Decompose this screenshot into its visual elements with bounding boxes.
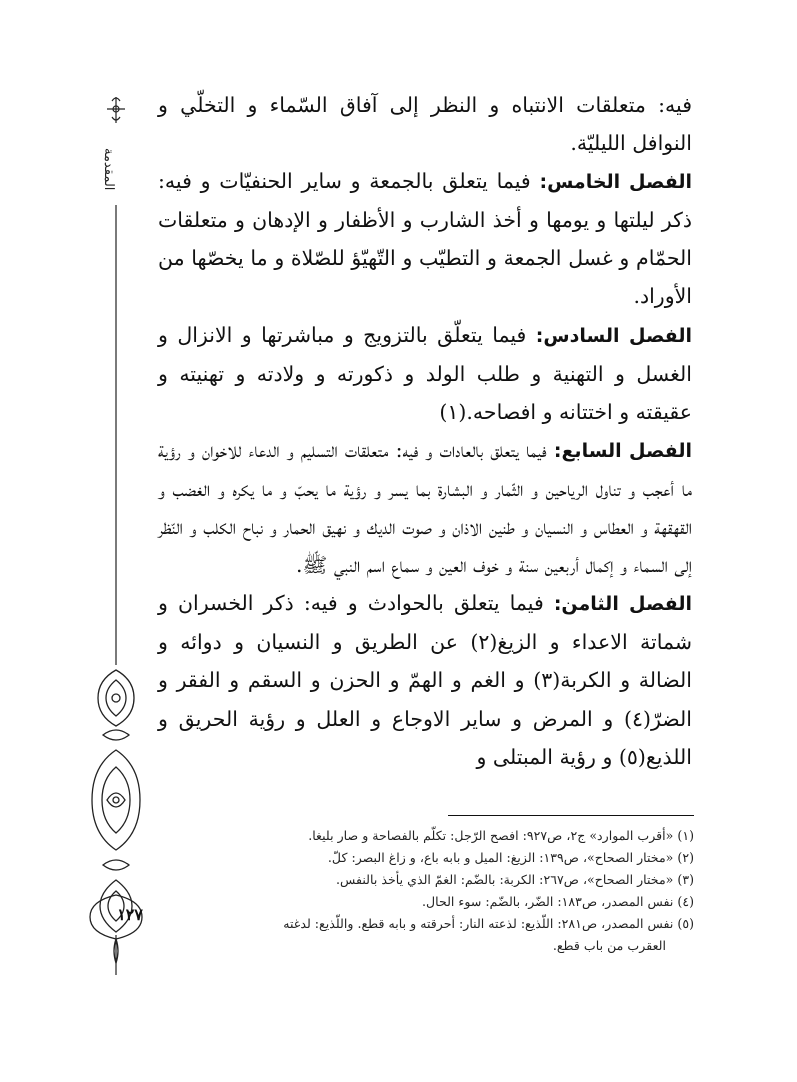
page-number: ١٢٧ [117,905,143,924]
footnotes [158,825,694,957]
footnote-5-continued: العقرب من باب قطع. [552,938,666,953]
paragraph-chapter-8 [158,584,692,775]
decorative-border-ornament [85,95,145,995]
paragraph-text: فيما يتعلق بالجمعة و ساير الحنفيّات و فيه: ذكر ليلتها و يومها و أخذ الشارب و الأظفار و الإدهان و متعلقات الحمّام و غسل الجمعة و التطيّب و التّهيّؤ للصّلاة و ما يخصّها من الأوراد. [158,169,692,309]
paragraph-text: فيه: متعلقات الانتباه و النظر إلى آفاق السّماء و التخلّي و النوافل الليليّة. [158,93,692,156]
paragraph-intro [158,86,692,162]
footnote-5: (٥) نفس المصدر، ص٢٨١: اللّذيع: لذعته النار: أحرقته و بابه قطع. واللّذيع: لدغته [283,916,694,931]
chapter-title: الفصل الخامس: [539,171,693,194]
paragraph-chapter-7 [158,431,692,584]
paragraph-text: فيما يتعلق بالعادات و فيه: متعلقات التسليم و الدعاء للاخوان و رؤية ما أعجب و تناول الرياحين و الثّمار و البشارة بما يسر و رؤية ما يحبّ و ما يكره و الغضب و القهقهة و العطاس و النسيان و طنين الاذان و صوت الديك و نهيق الحمار و نباح الكلب و النّظر إلى السماء و إكمال أربعين سنة و خوف العين و سماع اسم النبي ﷺ. [158,437,692,578]
chapter-title: الفصل السابع: [553,439,692,462]
footnote-2: (٢) «مختار الصحاح»، ص١٣٩: الزيغ: الميل و بابه باع، و زاغ البصر: كلّ. [327,850,694,865]
main-text [158,86,692,776]
paragraph-text: فيما يتعلق بالحوادث و فيه: ذكر الخسران و شماتة الاعداء و الزيغ(٢) عن الطريق و النسيان و دوائه و الضالة و الكربة(٣) و الغم و الهمّ و الحزن و السقم و الفقر و الضرّ(٤) و المرض و ساير الاوجاع و العلل و رؤية الحريق و اللذيع(٥) و رؤية المبتلى و [158,591,692,769]
footnote-divider [448,815,694,816]
running-header-label: المقدمة [101,147,116,190]
paragraph-chapter-5 [158,162,692,315]
chapter-title: الفصل الثامن: [553,593,692,616]
footnote-4: (٤) نفس المصدر، ص١٨٣: الضّر، بالضّم: سوء الحال. [421,894,694,909]
footnote-3: (٣) «مختار الصحاح»، ص٢٦٧: الكربة: بالضّم: الغمّ الذي يأخذ بالنفس. [335,872,694,887]
chapter-title: الفصل السادس: [535,324,693,347]
footnote-1: (١) «أقرب الموارد» ج٢، ص٩٢٧: افصح الرّجل: تكلّم بالفصاحة و صار بليغا. [308,828,694,843]
paragraph-chapter-6 [158,316,692,431]
paragraph-text: فيما يتعلّق بالتزويج و مباشرتها و الانزال و الغسل و التهنية و طلب الولد و ذكورته و ولادته و تهنيته و عقيقته و اختتانه و افصاحه.(١) [158,322,692,424]
